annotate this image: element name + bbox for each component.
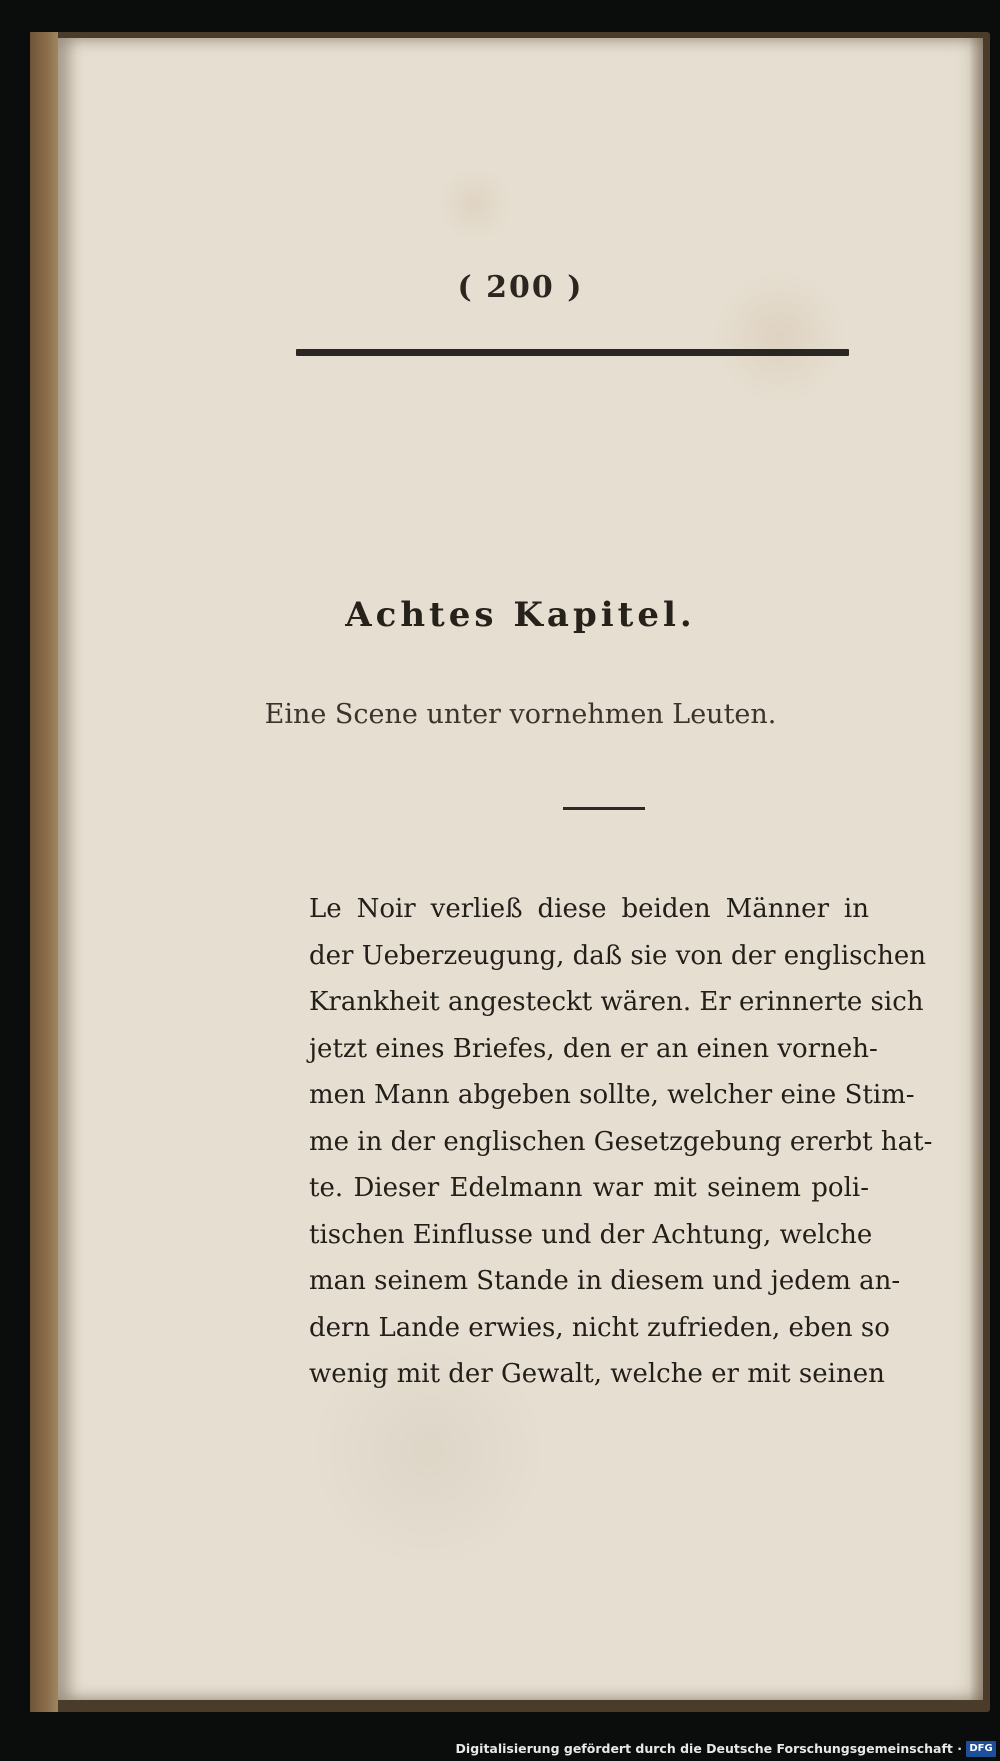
section-divider: [563, 807, 645, 810]
chapter-title: Achtes Kapitel.: [345, 595, 696, 635]
page-edge: [30, 32, 58, 1712]
header-rule: [296, 349, 849, 356]
dfg-logo-icon: DFG: [966, 1741, 996, 1757]
body-text: [309, 886, 933, 1398]
body-line: jetzt eines Briefes, den er an einen vorneh-: [309, 1033, 878, 1064]
body-line: te. Dieser Edelmann war mit seinem poli-: [309, 1173, 869, 1203]
body-line: Krankheit angesteckt wären. Er erinnerte sich: [309, 987, 924, 1017]
page-number: ( 200 ): [457, 270, 584, 305]
body-line: me in der englischen Gesetzgebung ererbt hat-: [309, 1126, 933, 1157]
body-line: wenig mit der Gewalt, welche er mit seinen: [309, 1359, 885, 1389]
body-line: der Ueberzeugung, daß sie von der englischen: [309, 940, 926, 971]
funding-credit: Digitalisierung gefördert durch die Deutsche Forschungsgemeinschaft ·: [455, 1741, 962, 1756]
chapter-subtitle: Eine Scene unter vornehmen Leuten.: [264, 699, 777, 730]
book-page: [58, 38, 983, 1700]
body-line: man seinem Stande in diesem und jedem an-: [309, 1266, 901, 1296]
body-line: dern Lande erwies, nicht zufrieden, eben so: [309, 1312, 890, 1343]
footer-bar: [0, 1731, 1000, 1761]
body-line: men Mann abgeben sollte, welcher eine Stim-: [309, 1080, 915, 1110]
book-page-frame: [30, 32, 990, 1712]
body-line: tischen Einflusse und der Achtung, welche: [309, 1219, 873, 1250]
body-line: Le Noir verließ diese beiden Männer in: [309, 894, 869, 924]
